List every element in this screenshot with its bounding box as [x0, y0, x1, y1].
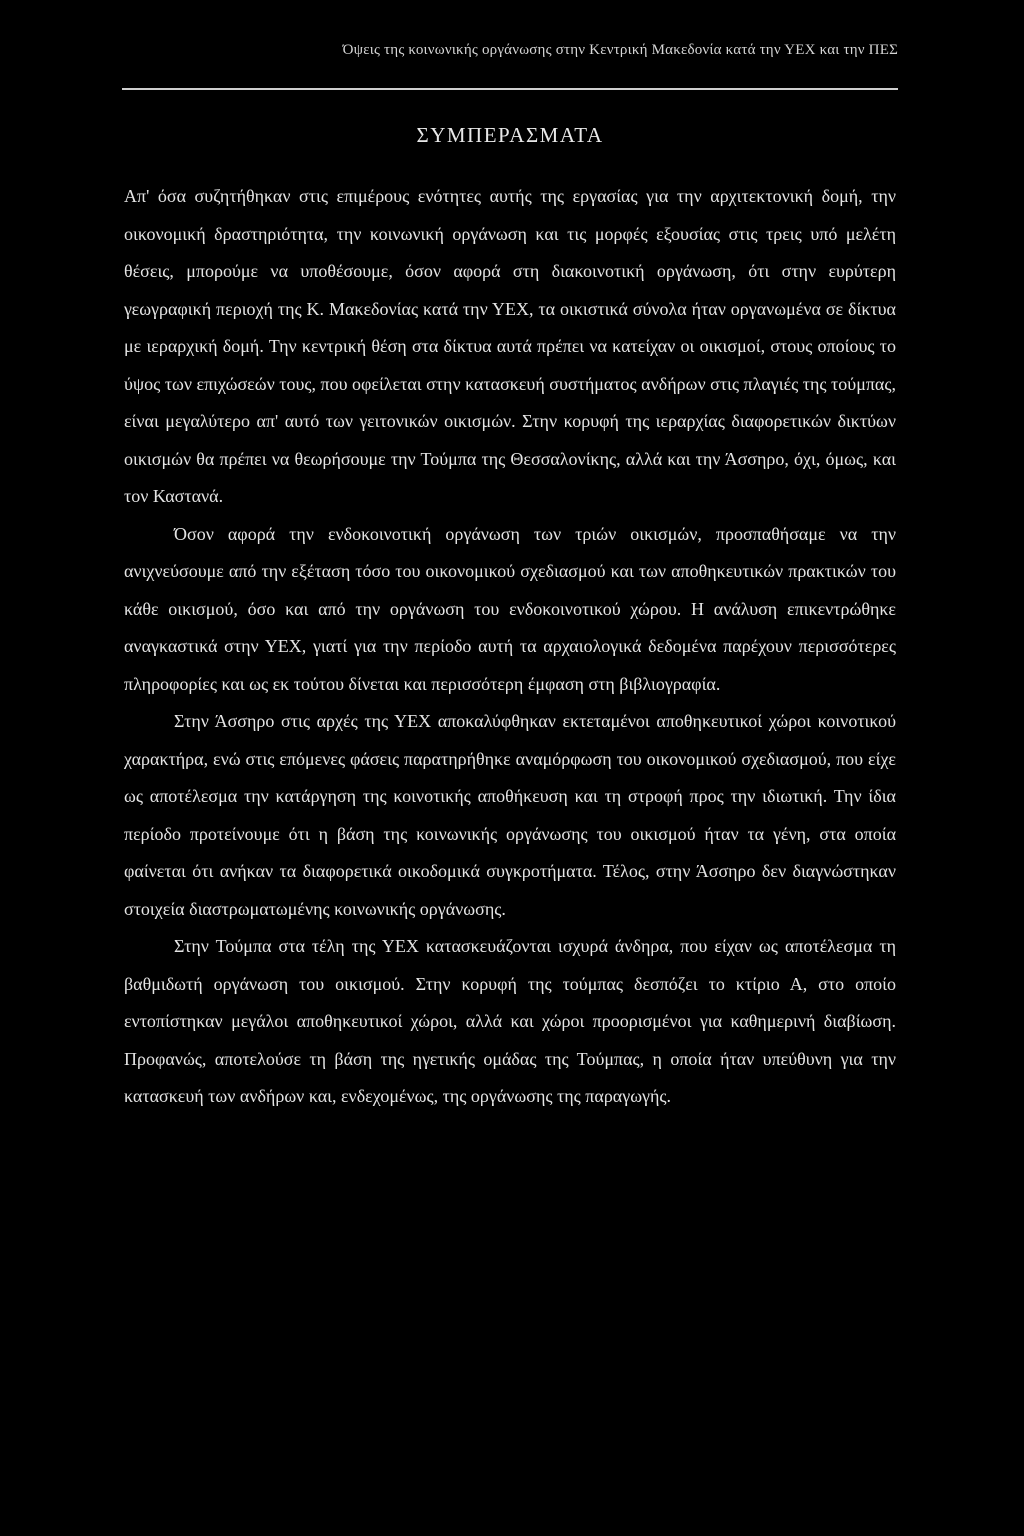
running-header: Όψεις της κοινωνικής οργάνωσης στην Κεντρική Μακεδονία κατά την ΥΕΧ και την ΠΕΣ [342, 42, 898, 58]
paragraph-4: Στην Τούμπα στα τέλη της ΥΕΧ κατασκευάζονται ισχυρά άνδηρα, που είχαν ως αποτέλεσμα τη βαθμιδωτή οργάνωση του οικισμού. Στην κορυφή της τούμπας δεσπόζει το κτίριο Α, στο οποίο εντοπίστηκαν μεγάλοι αποθηκευτικοί χώροι, αλλά και χώροι προορισμένοι για καθημερινή διαβίωση. Προφανώς, αποτελούσε τη βάση της ηγετικής ομάδας της Τούμπας, η οποία ήταν υπεύθυνη για την κατασκευή των ανδήρων και, ενδεχομένως, της οργάνωσης της παραγωγής. [124, 936, 896, 1106]
body-text [124, 178, 896, 1116]
section-title: ΣΥΜΠΕΡΑΣΜΑΤΑ [416, 123, 604, 147]
paragraph-2: Όσον αφορά την ενδοκοινοτική οργάνωση των τριών οικισμών, προσπαθήσαμε να την ανιχνεύσουμε από την εξέταση τόσο του οικονομικού σχεδιασμού και των αποθηκευτικών πρακτικών του κάθε οικισμού, όσο και από την οργάνωση του ενδοκοινοτικού χώρου. Η ανάλυση επικεντρώθηκε αναγκαστικά στην ΥΕΧ, γιατί για την περίοδο αυτή τα αρχαιολογικά δεδομένα παρέχουν περισσότερες πληροφορίες και ως εκ τούτου δίνεται και περισσότερη έμφαση στη βιβλιογραφία. [124, 523, 896, 694]
header-divider [122, 88, 898, 90]
paragraph-1: Απ' όσα συζητήθηκαν στις επιμέρους ενότητες αυτής της εργασίας για την αρχιτεκτονική δομή, την οικονομική δραστηριότητα, την κοινωνική οργάνωση και τις μορφές εξουσίας στις τρεις υπό μελέτη θέσεις, μπορούμε να υποθέσουμε, όσον αφορά στη διακοινοτική οργάνωση, ότι στην ευρύτερη γεωγραφική περιοχή της Κ. Μακεδονίας κατά την ΥΕΧ, τα οικιστικά σύνολα ήταν οργανωμένα σε δίκτυα με ιεραρχική δομή. Την κεντρική θέση στα δίκτυα αυτά πρέπει να κατείχαν οι οικισμοί, στους οποίους το ύψος των επιχώσεών τους, που οφείλεται στην κατασκευή συστήματος ανδήρων στις πλαγιές της τούμπας, είναι μεγαλύτερο απ' αυτό των γειτονικών οικισμών. Στην κορυφή της ιεραρχίας διαφορετικών δικτύων οικισμών θα πρέπει να θεωρήσουμε την Τούμπα της Θεσσαλονίκης, αλλά και την Άσσηρο, όχι, όμως, και τον Καστανά. [124, 186, 896, 506]
paragraph-3: Στην Άσσηρο στις αρχές της ΥΕΧ αποκαλύφθηκαν εκτεταμένοι αποθηκευτικοί χώροι κοινοτικού χαρακτήρα, ενώ στις επόμενες φάσεις παρατηρήθηκε αναμόρφωση του οικονομικού σχεδιασμού, που είχε ως αποτέλεσμα την κατάργηση της κοινοτικής αποθήκευση και τη στροφή προς την ιδιωτική. Την ίδια περίοδο προτείνουμε ότι η βάση της κοινωνικής οργάνωσης του οικισμού ήταν τα γένη, στα οποία φαίνεται ότι ανήκαν τα διαφορετικά οικοδομικά συγκροτήματα. Τέλος, στην Άσσηρο δεν διαγνώστηκαν στοιχεία διαστρωματωμένης κοινωνικής οργάνωσης. [124, 711, 896, 919]
